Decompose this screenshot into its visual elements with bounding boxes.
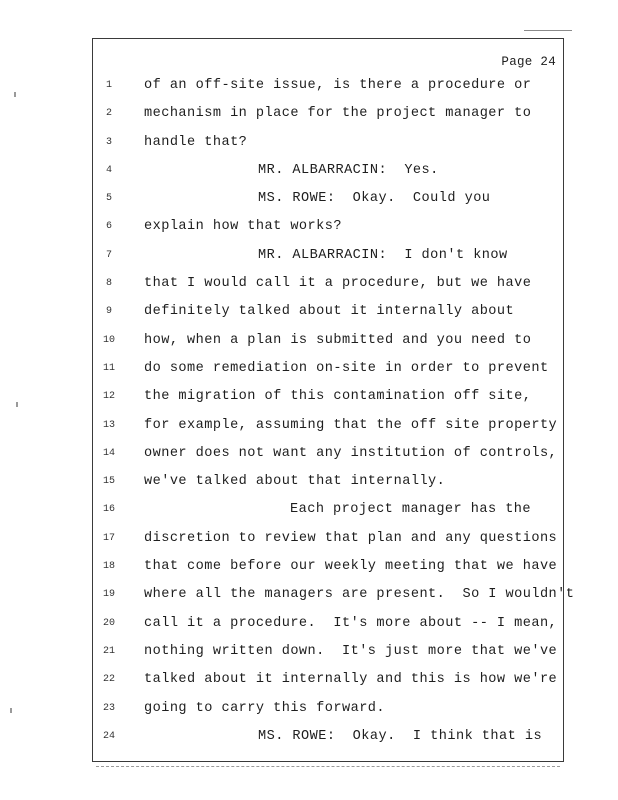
transcript-line bbox=[0, 157, 618, 185]
line-number: 3 bbox=[105, 136, 112, 148]
line-number: 24 bbox=[102, 730, 115, 742]
line-number: 23 bbox=[102, 702, 115, 714]
line-number: 10 bbox=[102, 334, 115, 346]
transcript-line bbox=[0, 610, 618, 638]
paragraph-line-text: Each project manager has the bbox=[290, 502, 532, 518]
line-number: 2 bbox=[105, 108, 112, 120]
line-text: definitely talked about it internally about bbox=[144, 304, 515, 320]
line-text: for example, assuming that the off site property bbox=[144, 417, 558, 433]
line-text: call it a procedure. It's more about -- I mean, bbox=[144, 615, 558, 631]
line-text: how, when a plan is submitted and you need to bbox=[144, 332, 532, 348]
line-number: 1 bbox=[105, 80, 112, 91]
transcript-line bbox=[0, 327, 618, 355]
transcript-line bbox=[0, 553, 618, 581]
transcript-line bbox=[0, 412, 618, 440]
transcript-line bbox=[0, 185, 618, 213]
line-text: the migration of this contamination off site, bbox=[144, 389, 532, 405]
line-number: 18 bbox=[102, 561, 115, 573]
transcript-line bbox=[0, 581, 618, 609]
line-number: 16 bbox=[102, 504, 115, 516]
transcript-line bbox=[0, 695, 618, 723]
line-text: of an off-site issue, is there a procedure or bbox=[144, 78, 532, 93]
line-text: nothing written down. It's just more that we've bbox=[144, 643, 558, 659]
line-number: 17 bbox=[102, 532, 115, 544]
transcript-line bbox=[0, 213, 618, 241]
line-number: 22 bbox=[102, 674, 115, 686]
line-number: 20 bbox=[102, 617, 115, 629]
transcript-line bbox=[0, 723, 618, 751]
line-text: explain how that works? bbox=[144, 219, 342, 235]
transcript-line bbox=[0, 638, 618, 666]
line-text: we've talked about that internally. bbox=[144, 474, 446, 490]
line-number: 7 bbox=[105, 249, 112, 261]
transcript-line bbox=[0, 468, 618, 496]
transcript-line bbox=[0, 298, 618, 326]
line-text: talked about it internally and this is how we're bbox=[144, 672, 558, 688]
line-number: 8 bbox=[105, 278, 112, 290]
line-number: 11 bbox=[102, 362, 115, 374]
transcript-line bbox=[0, 72, 618, 100]
line-text: where all the managers are present. So I wouldn't bbox=[144, 587, 575, 603]
transcript-line bbox=[0, 383, 618, 411]
transcript-line bbox=[0, 666, 618, 694]
transcript-line bbox=[0, 355, 618, 383]
speaker-line-text: MR. ALBARRACIN: Yes. bbox=[258, 162, 439, 178]
line-text: that I would call it a procedure, but we have bbox=[144, 276, 532, 292]
transcript-lines bbox=[0, 72, 618, 751]
line-number: 5 bbox=[105, 193, 112, 205]
line-text: mechanism in place for the project manager to bbox=[144, 106, 532, 122]
page-number: Page 24 bbox=[501, 55, 556, 69]
transcript-line bbox=[0, 270, 618, 298]
line-number: 21 bbox=[102, 645, 115, 657]
line-number: 13 bbox=[102, 419, 115, 431]
speaker-line-text: MR. ALBARRACIN: I don't know bbox=[258, 247, 508, 263]
transcript-line bbox=[0, 496, 618, 524]
speaker-line-text: MS. ROWE: Okay. Could you bbox=[258, 191, 491, 207]
transcript-line bbox=[0, 440, 618, 468]
line-text: do some remediation on-site in order to prevent bbox=[144, 360, 549, 376]
line-number: 12 bbox=[102, 391, 115, 403]
scan-corner-mark bbox=[524, 30, 572, 31]
line-number: 4 bbox=[105, 164, 112, 176]
line-text: that come before our weekly meeting that we have bbox=[144, 559, 558, 575]
line-text: owner does not want any institution of controls, bbox=[144, 445, 558, 461]
transcript-line bbox=[0, 525, 618, 553]
line-number: 9 bbox=[105, 306, 112, 318]
line-number: 15 bbox=[102, 476, 115, 488]
transcript-line bbox=[0, 129, 618, 157]
line-number: 14 bbox=[102, 447, 115, 459]
line-text: discretion to review that plan and any questions bbox=[144, 530, 558, 546]
line-text: going to carry this forward. bbox=[144, 700, 386, 716]
transcript-line bbox=[0, 242, 618, 270]
line-text: handle that? bbox=[144, 134, 248, 150]
line-number: 19 bbox=[102, 589, 115, 601]
speaker-line-text: MS. ROWE: Okay. I think that is bbox=[258, 728, 543, 744]
transcript-line bbox=[0, 100, 618, 128]
line-number: 6 bbox=[105, 221, 112, 233]
